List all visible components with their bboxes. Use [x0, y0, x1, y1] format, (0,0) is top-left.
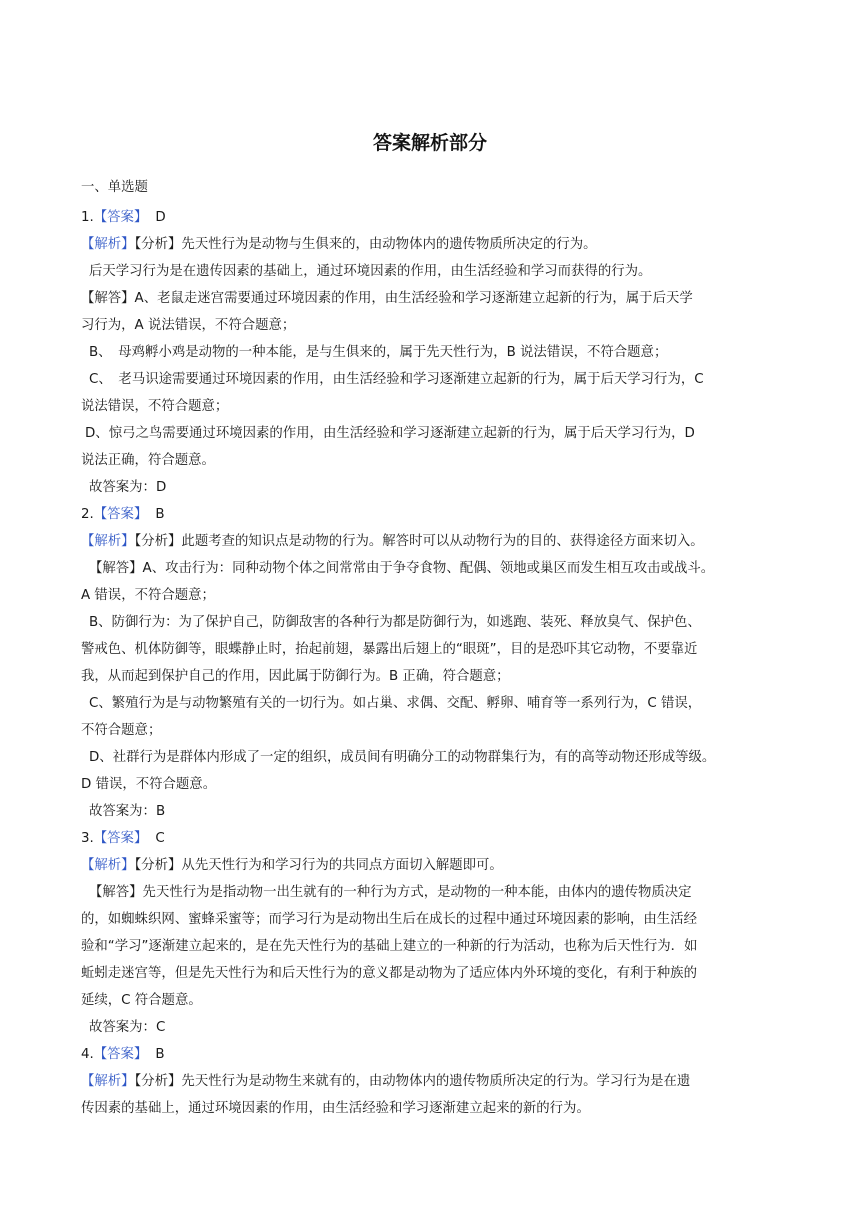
solution-text: B、防御行为：为了保护自己，防御敌害的各种行为都是防御行为，如逃跑、装死、释放臭气、保护色、	[89, 615, 701, 630]
question-2-analysis	[81, 528, 781, 555]
solution-text: 【解答】A、攻击行为：同种动物个体之间常常由于争夺食物、配偶、领地或巢区而发生相互攻击或战斗。	[89, 561, 715, 576]
answer-label: 【答案】	[93, 831, 148, 846]
question-2-answer	[81, 501, 781, 528]
solution-text: 延续，C 符合题意。	[81, 993, 202, 1008]
final-answer: 故答案为：C	[89, 1020, 166, 1035]
question-number: 3.	[81, 831, 94, 846]
analysis-text: 【分析】此题考查的知识点是动物的行为。解答时可以从动物行为的目的、获得途径方面来切入。	[134, 534, 704, 549]
solution-text: 验和“学习”逐渐建立起来的，是在先天性行为的基础上建立的一种新的行为活动，也称为后天性行为．如	[81, 939, 698, 954]
solution-text: D 错误，不符合题意。	[81, 777, 217, 792]
answer-label: 【答案】	[93, 210, 148, 225]
solution-text: 说法错误，不符合题意；	[81, 399, 229, 414]
analysis-label: 【解析】	[81, 1074, 135, 1089]
solution-text: 蚯蚓走迷宫等，但是先天性行为和后天性行为的意义都是动物为了适应体内外环境的变化，有利于种族的	[81, 966, 697, 981]
solution-text: B、 母鸡孵小鸡是动物的一种本能，是与生俱来的，属于先天性行为，B 说法错误，不符合题意；	[89, 345, 668, 360]
solution-text: 说法正确，符合题意。	[81, 453, 215, 468]
answer-label: 【答案】	[93, 507, 148, 522]
solution-text: C、繁殖行为是与动物繁殖有关的一切行为。如占巢、求偶、交配、孵卵、哺育等一系列行为，C 错误，	[89, 696, 702, 711]
section-heading: 一、单选题	[81, 180, 148, 195]
solution-text: 不符合题意；	[81, 723, 162, 738]
analysis-text: 后天学习行为是在遗传因素的基础上，通过环境因素的作用，由生活经验和学习而获得的行为。	[89, 264, 652, 279]
question-4-analysis	[81, 1068, 781, 1095]
solution-text: 警戒色、机体防御等，眼蝶静止时，抬起前翅，暴露出后翅上的“眼斑”，目的是恐吓其它动物，不要靠近	[81, 642, 698, 657]
question-3-answer	[81, 825, 781, 852]
solution-text: 【解答】先天性行为是指动物一出生就有的一种行为方式，是动物的一种本能，由体内的遗传物质决定	[89, 885, 692, 900]
final-answer: 故答案为：D	[89, 480, 167, 495]
solution-text: 【解答】A、老鼠走迷宫需要通过环境因素的作用，由生活经验和学习逐渐建立起新的行为，属于后天学	[81, 291, 693, 306]
question-1-answer	[81, 204, 781, 231]
page-title: 答案解析部分	[372, 132, 487, 154]
answer-label: 【答案】	[93, 1047, 148, 1062]
analysis-label: 【解析】	[81, 858, 135, 873]
question-3-analysis	[81, 852, 781, 879]
question-number: 1.	[81, 210, 94, 225]
document-body	[81, 174, 781, 1122]
answer-value: B	[155, 507, 165, 522]
solution-text: 习行为，A 说法错误，不符合题意；	[81, 318, 296, 333]
analysis-label: 【解析】	[81, 237, 135, 252]
question-4-answer	[81, 1041, 781, 1068]
solution-text: A 错误，不符合题意；	[81, 588, 215, 603]
solution-text: D、社群行为是群体内形成了一定的组织，成员间有明确分工的动物群集行为，有的高等动物还形成等级。	[89, 750, 716, 765]
analysis-text: 【分析】先天性行为是动物与生俱来的，由动物体内的遗传物质所决定的行为。	[134, 237, 597, 252]
analysis-label: 【解析】	[81, 534, 135, 549]
analysis-text: 传因素的基础上，通过环境因素的作用，由生活经验和学习逐渐建立起来的新的行为。	[81, 1101, 590, 1116]
answer-value: C	[155, 831, 165, 846]
analysis-text: 【分析】从先天性行为和学习行为的共同点方面切入解题即可。	[134, 858, 503, 873]
analysis-text: 【分析】先天性行为是动物生来就有的，由动物体内的遗传物质所决定的行为。学习行为是在遗	[134, 1074, 691, 1089]
solution-text: 我，从而起到保护自己的作用，因此属于防御行为。B 正确，符合题意；	[81, 669, 510, 684]
solution-text: C、 老马识途需要通过环境因素的作用，由生活经验和学习逐渐建立起新的行为，属于后天学习行为，C	[89, 372, 704, 387]
final-answer: 故答案为：B	[89, 804, 166, 819]
solution-text: D、惊弓之鸟需要通过环境因素的作用，由生活经验和学习逐渐建立起新的行为，属于后天学习行为，D	[85, 426, 695, 441]
answer-value: B	[155, 1047, 165, 1062]
question-1-analysis	[81, 231, 781, 258]
question-number: 4.	[81, 1047, 94, 1062]
answer-value: D	[155, 210, 166, 225]
question-number: 2.	[81, 507, 94, 522]
solution-text: 的，如蜘蛛织网、蜜蜂采蜜等；而学习行为是动物出生后在成长的过程中通过环境因素的影响，由生活经	[81, 912, 697, 927]
